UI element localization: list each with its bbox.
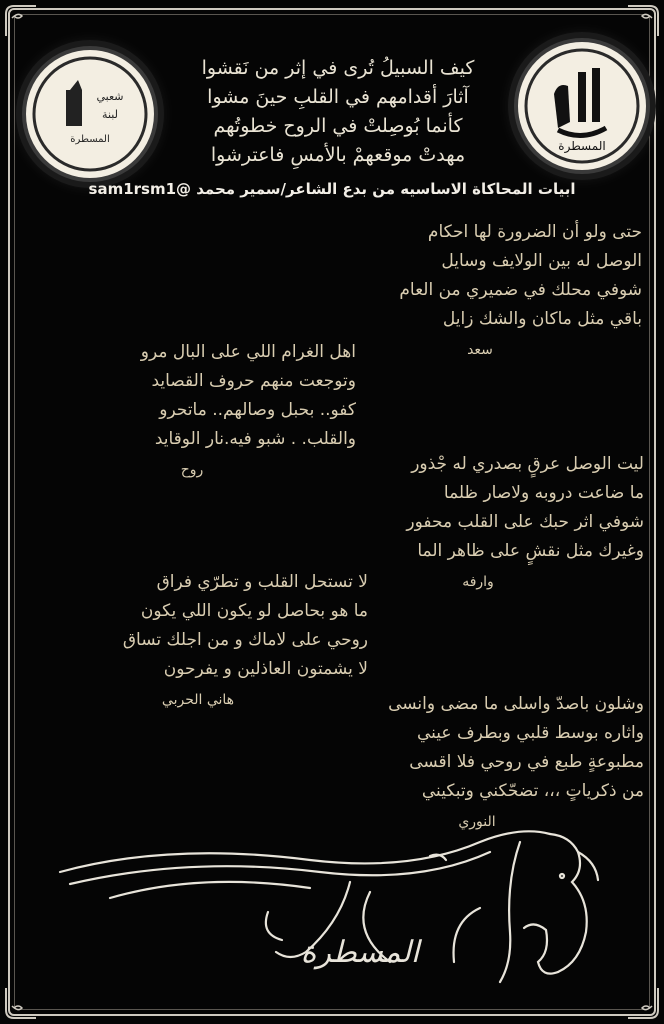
header-verse-line: كأنما بُوصِلتْ في الروح خطوتُهم bbox=[213, 115, 463, 137]
poem-line: وتوجعت منهم حروف القصايد bbox=[151, 371, 356, 391]
corner-ornament-icon bbox=[626, 986, 660, 1020]
horse-calligraphy-icon bbox=[50, 812, 610, 1002]
poem-line: روحي على لاماك و من اجلك تساق bbox=[122, 630, 368, 650]
seal-text: المسطرة bbox=[558, 139, 606, 153]
corner-ornament-icon bbox=[4, 4, 38, 38]
corner-ornament-icon bbox=[4, 986, 38, 1020]
poem-line: شوفي محلك في ضميري من العام bbox=[399, 280, 642, 300]
poem-line: لا يشمتون العاذلين و يفرحون bbox=[163, 659, 368, 679]
poem-line: ما ضاعت دروبه ولاصار ظلما bbox=[443, 483, 644, 503]
corner-ornament-icon bbox=[626, 4, 660, 38]
header-verse-line: آثارَ أقدامهم في القلبِ حينَ مشوا bbox=[207, 86, 469, 108]
header-verse-line: مهدتْ موقعهمْ بالأمسِ فاعترشوا bbox=[210, 144, 466, 166]
poem-line: واثاره بوسط قلبي وبطرف عيني bbox=[417, 723, 644, 743]
seal-text: لبنة bbox=[102, 108, 118, 121]
poem-line: مطبوعةٍ طبع في روحي فلا اقسى bbox=[409, 752, 644, 772]
poem-line: باقي مثل ماكان والشك زايل bbox=[442, 309, 642, 329]
poem-line: حتى ولو أن الضرورة لها احكام bbox=[427, 222, 642, 242]
poem-line: لا تستحل القلب و تطرّي فراق bbox=[156, 572, 368, 592]
poem-line: الوصل له بين الولايف وسايل bbox=[441, 251, 642, 271]
calligraphy-text: المسطرة bbox=[300, 935, 420, 970]
poem-line: والقلب. . شبو فيه.نار الوقايد bbox=[154, 429, 356, 449]
poem-author: سعد bbox=[467, 342, 493, 358]
right-seal-logo bbox=[514, 38, 650, 174]
seal-logo-icon bbox=[518, 42, 646, 170]
header-verses bbox=[168, 54, 508, 170]
poem-line: شوفي اثر حبك على القلب محفور bbox=[406, 512, 644, 532]
poem-line: اهل الغرام اللي على البال مرو bbox=[140, 342, 356, 362]
poem-line: وغيرك مثل نقشٍ على ظاهر الما bbox=[417, 541, 644, 561]
poem-line: ليت الوصل عرقٍ بصدري له جْذور bbox=[411, 454, 644, 474]
poem-author: روح bbox=[180, 462, 204, 478]
seal-logo-icon bbox=[26, 50, 154, 178]
subtitle: ابيات المحاكاة الاساسيه من بدع الشاعر/سمير محمد @sam1rsm1 bbox=[88, 180, 576, 198]
poem-author: وارفه bbox=[462, 574, 494, 590]
poem-block bbox=[28, 338, 356, 485]
poem-author: هاني الحربي bbox=[161, 692, 235, 708]
poem-line: من ذكرياتٍ ،،، تضحّكني وتبكيني bbox=[421, 781, 644, 801]
poem-line: ما هو بحاصل لو يكون اللي يكون bbox=[140, 601, 368, 621]
poem-line: وشلون باصدّ واسلى ما مضى وانسى bbox=[388, 694, 644, 714]
poem-line: كفو.. بحبل وصالهم.. ماتحرو bbox=[159, 400, 356, 420]
poem-author: النوري bbox=[458, 814, 496, 830]
seal-text: شعبي bbox=[96, 90, 124, 103]
header-verse-line: كيف السبيلُ تُرى في إثر من نَقشوا bbox=[201, 57, 475, 79]
left-seal-logo bbox=[22, 46, 158, 182]
seal-text: المسطرة bbox=[70, 134, 110, 145]
poem-block bbox=[318, 218, 642, 365]
